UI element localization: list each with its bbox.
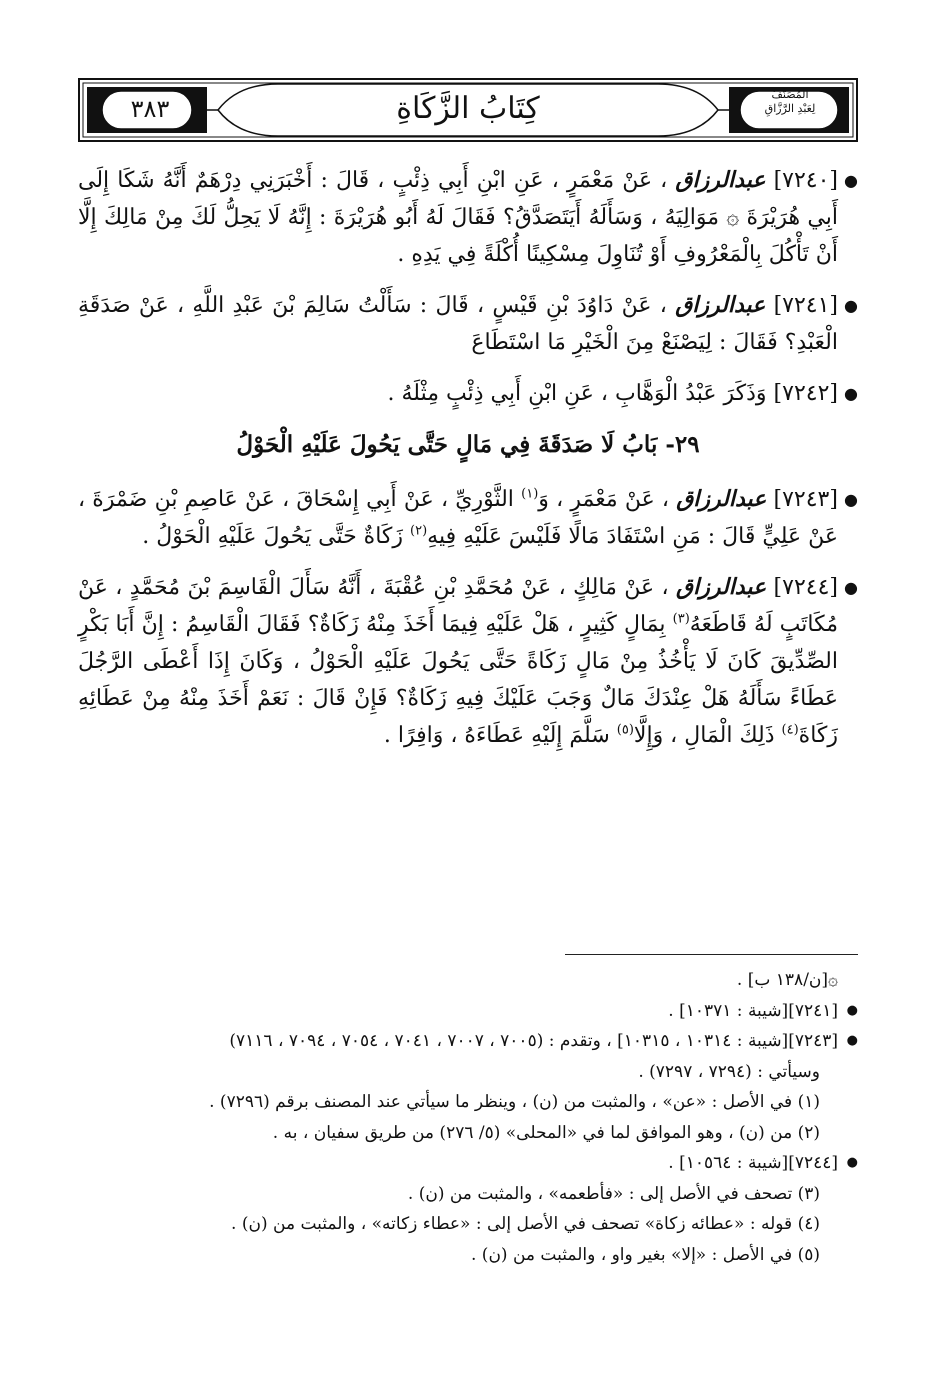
hadith-entry-7244 xyxy=(78,569,858,754)
hadith-entry-7242 xyxy=(78,375,858,412)
bullet-icon: ● xyxy=(844,578,858,597)
logo-line-1: المُصَنَّفُ xyxy=(771,88,809,101)
footnote-text: [٧٢٤٤][شيبة : ١٠٥٦٤] . xyxy=(668,1153,838,1173)
hadith-text-part: ، عَنْ مَالِكٍ ، عَنْ مُحَمَّدِ بْنِ عُقْبَةَ ، أَنَّهُ سَأَلَ الْقَاسِمَ بْنَ مُحَمَّدٍ ، عَنْ مُكَاتَبٍ لَهُ قَاطَعَهُ xyxy=(78,575,839,637)
bullet-icon: ● xyxy=(844,384,858,403)
bullet-icon: ● xyxy=(844,490,858,509)
footnote-ref: (١) xyxy=(521,486,539,502)
hadith-number: [٧٢٤٣] xyxy=(773,487,838,512)
main-text xyxy=(78,162,858,768)
footnote-1: (١) في الأصل : «عن» ، والمثبت من (ن) ، وينظر ما سيأتي عند المصنف برقم (٧٢٩٦) . xyxy=(209,1092,820,1112)
narrator-name: عبدالرزاق xyxy=(675,167,766,193)
footnote-7241 xyxy=(78,996,858,1027)
footnote-2: (٢) من (ن) ، وهو الموافق لما في «المحلى» (٥/ ٢٧٦) من طريق سفيان ، به . xyxy=(272,1122,820,1143)
narrator-name: عبدالرزاق xyxy=(675,292,766,318)
hadith-text: ، عَنْ مَعْمَرٍ ، عَنِ ابْنِ أَبِي ذِئْبٍ ، قَالَ : أَخْبَرَنِي دِرْهَمٌ أَنَّهُ شَكَا إِلَى أَبِي هُرَيْرَةَ ۞ مَوَالِيَهُ ، وَسَأَلَهُ أَيَتَصَدَّقُ؟ فَقَالَ لَهُ أَبُو هُرَيْرَةَ : إِنَّهُ لَا يَحِلُّ لَكَ مِنْ مَالِكَ إِلَّا أَنْ تَأْكُلَ بِالْمَعْرُوفِ أَوْ تُنَاوِلَ مِسْكِينًا أُكْلَةً فِي يَدِهِ . xyxy=(78,168,838,267)
narrator-name: عبدالرزاق xyxy=(676,486,767,512)
hadith-text-part: ذَلِكَ الْمَالِ ، وَإِلَّا xyxy=(633,723,782,748)
hadith-text-part: ، عَنْ مَعْمَرٍ ، وَ xyxy=(538,487,670,512)
bullet-icon: ● xyxy=(846,1002,858,1018)
footnote-ref: (٤) xyxy=(781,722,799,738)
footnotes xyxy=(78,965,858,1270)
bullet-icon: ● xyxy=(844,171,858,190)
footnote-ref: (٥) xyxy=(616,722,634,738)
book-logo xyxy=(744,88,836,130)
footnote-ref: (٢) xyxy=(410,523,428,539)
hadith-text: ، عَنْ دَاوُدَ بْنِ قَيْسٍ ، قَالَ : سَأَلْتُ سَالِمَ بْنَ عَبْدِ اللَّهِ ، عَنْ صَدَقَةِ الْعَبْدِ؟ فَقَالَ : لِيَصْنَعْ مِنَ الْخَيْرِ مَا اسْتَطَاعَ xyxy=(78,293,838,355)
bullet-icon: ● xyxy=(846,1155,858,1170)
hadith-text-part: سَلَّمَ إِلَيْهِ عَطَاءَهُ ، وَافِرًا . xyxy=(383,723,617,748)
hadith-text-part: زَكَاةٌ حَتَّى يَحُولَ عَلَيْهِ الْحَوْلُ . xyxy=(142,524,411,549)
hadith-text: وَذَكَرَ عَبْدُ الْوَهَّابِ ، عَنِ ابْنِ أَبِي ذِئْبٍ مِثْلَهُ . xyxy=(387,381,767,406)
footnote-7244 xyxy=(78,1148,858,1179)
footnote-7243 xyxy=(78,1026,858,1057)
hadith-text-part: الثَّوْرِيِّ ، عَنْ أَبِي إِسْحَاقَ ، عَنْ عَاصِمِ بْنِ ضَمْرَةَ ، عَنْ عَلِيٍّ قَالَ : مَنِ اسْتَفَادَ مَالًا فَلَيْسَ عَلَيْهِ فِيهِ xyxy=(78,487,838,549)
footnote-5: (٥) في الأصل : «إلا» بغير واو ، والمثبت من (ن) . xyxy=(471,1244,820,1265)
hadith-number: [٧٢٤٠] xyxy=(773,168,839,193)
bullet-icon: ● xyxy=(844,296,858,315)
hadith-entry-7241 xyxy=(78,287,858,361)
footnote-text: [٧٢٤٣][شيبة : ١٠٣١٤ ، ١٠٣١٥] ، وتقدم : (٧٠٠٥ ، ٧٠٠٧ ، ٧٠٤١ ، ٧٠٥٤ ، ٧٠٩٤ ، ٧١١٦) xyxy=(229,1031,838,1051)
bullet-icon: ● xyxy=(846,1033,858,1048)
page-header xyxy=(78,78,858,142)
footnote-ref: (٣) xyxy=(672,611,690,627)
hadith-number: [٧٢٤٤] xyxy=(773,575,838,600)
footnote-marker: ۞[ن/١٣٨ ب] . xyxy=(736,970,838,990)
hadith-number: [٧٢٤٢] xyxy=(773,381,838,406)
narrator-name: عبدالرزاق xyxy=(676,574,767,600)
hadith-entry-7240 xyxy=(78,162,858,273)
page-title: كِتَابُ الزَّكَاةِ xyxy=(396,91,540,126)
hadith-text-part: بِمَالٍ كَثِيرٍ ، هَلْ عَلَيْهِ فِيمَا أَخَذَ مِنْهُ زَكَاةٌ؟ فَقَالَ الْقَاسِمُ : إِنَّ أَبَا بَكْرٍ الصِّدِّيقَ كَانَ لَا يَأْخُذُ مِنْ مَالٍ زَكَاةً حَتَّى يَحُولَ عَلَيْهِ الْحَوْلُ ، وَكَانَ إِذَا أَعْطَى الرَّجُلَ عَطَاءً سَأَلَهُ هَلْ عِنْدَكَ مَالٌ وَجَبَ عَلَيْكَ فِيهِ زَكَاةٌ؟ فَإِنْ قَالَ : نَعَمْ أَخَذَ مِنْهُ مِنْ عَطَائِهِ زَكَاةَ xyxy=(78,612,838,748)
footnote-divider xyxy=(565,954,858,955)
page-number: ٣٨٣ xyxy=(130,95,170,123)
logo-line-2: لِعَبْدِ الرَّزَّاقِ xyxy=(764,102,816,115)
footnote-3: (٣) تصحف في الأصل إلى : «فأطعمه» ، والمثبت من (ن) . xyxy=(407,1183,820,1204)
footnote-7243-continued: وسيأتي : (٧٢٩٤ ، ٧٢٩٧) . xyxy=(638,1061,820,1082)
chapter-heading: ٢٩- بَابُ لَا صَدَقَةَ فِي مَالٍ حَتَّى يَحُولَ عَلَيْهِ الْحَوْلُ xyxy=(236,431,700,458)
hadith-entry-7243 xyxy=(78,481,858,555)
hadith-number: [٧٢٤١] xyxy=(773,293,839,318)
footnote-text: [٧٢٤١][شيبة : ١٠٣٧١] . xyxy=(668,1000,838,1021)
footnote-4: (٤) قوله : «عطائه زكاة» تصحف في الأصل إلى : «عطاء زكاته» ، والمثبت من (ن) . xyxy=(231,1214,820,1234)
